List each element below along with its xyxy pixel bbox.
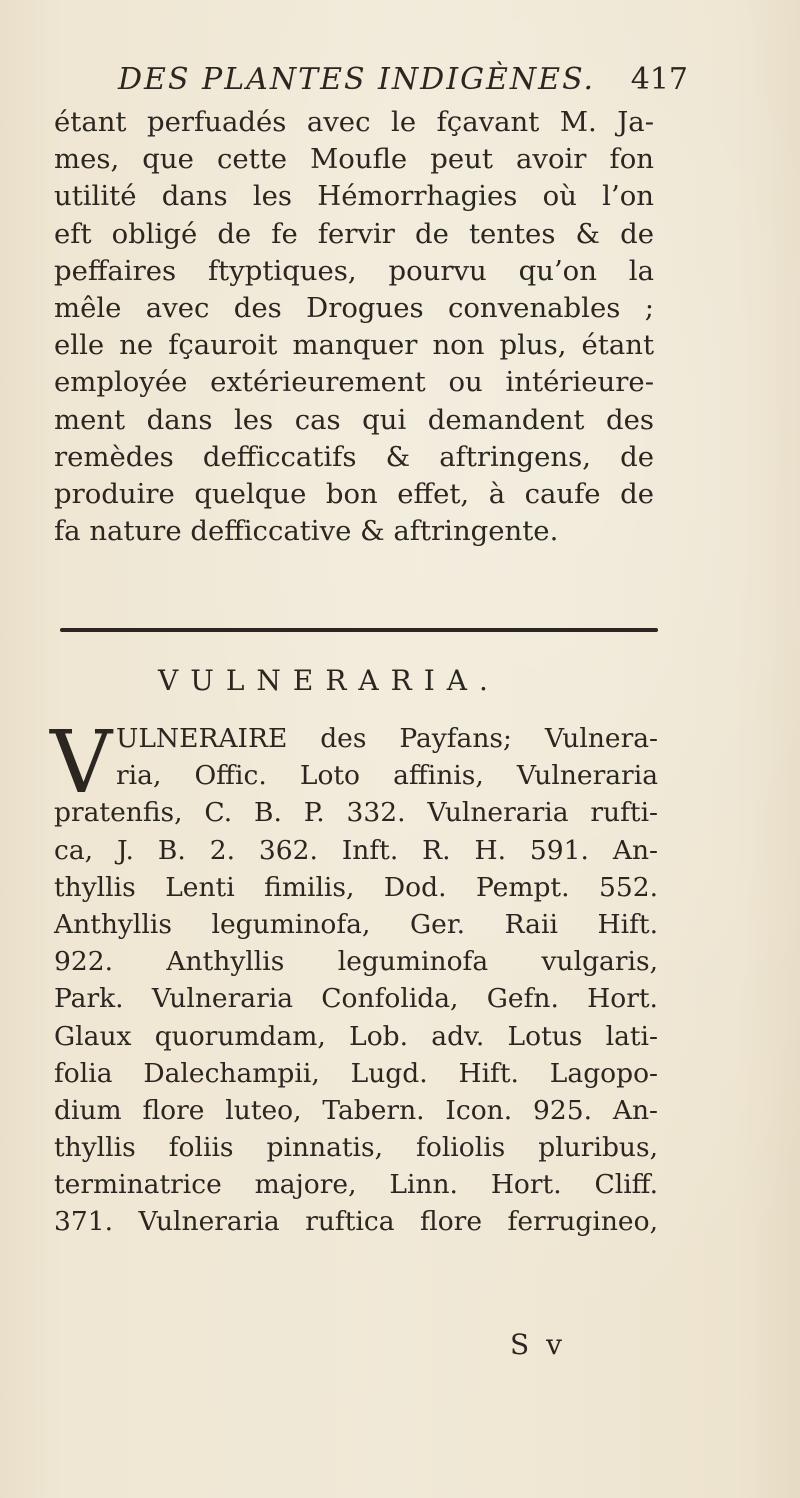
text-line: mes, que cette Moufle peut avoir fon [54,143,654,176]
text-line: 922. Anthyllis leguminofa vulgaris, [54,946,658,978]
text-line: étant perfuadés avec le fçavant M. Ja- [54,106,654,138]
text-line: remèdes defficcatifs & aftringens, de [54,440,654,473]
text-line: folia Dalechampii, Lugd. Hift. Lagopo- [54,1057,658,1089]
text-line: fa nature defficcative & aftringente. [54,515,559,548]
text-line: terminatrice majore, Linn. Hort. Cliff. [54,1169,658,1201]
paragraph-continuation [54,104,654,550]
text-line: employée extérieurement ou intérieure- [54,366,654,399]
text-line: ment dans les cas qui demandent des [54,403,654,436]
section-title: VULNERARIA. [158,664,500,697]
text-line: eft obligé de fe fervir de tentes & de [54,217,654,250]
text-line: mêle avec des Drogues convenables ; [54,291,654,324]
section-divider [60,628,658,632]
text-line: peffaires ftyptiques, pourvu qu’on la [54,254,654,287]
drop-cap: V [50,713,113,813]
text-line: Park. Vulneraria Confolida, Gefn. Hort. [54,983,658,1015]
text-line: produire quelque bon effet, à caufe de [54,477,654,510]
text-line: Anthyllis leguminofa, Ger. Raii Hift. [54,908,658,940]
text-line: thyllis foliis pinnatis, foliolis pluribus, [54,1132,658,1164]
catchword: S v [510,1328,566,1361]
text-line: Glaux quorumdam, Lob. adv. Lotus lati- [54,1020,658,1052]
text-line: elle ne fçauroit manquer non plus, étant [54,329,654,362]
page-number: 417 [630,62,688,97]
synonymy-paragraph [54,720,658,1241]
text-line: ria, Offic. Loto affinis, Vulneraria [116,760,658,792]
header-title: DES PLANTES INDIGÈNES. [118,62,596,97]
text-line: 371. Vulneraria ruftica flore ferrugineo, [54,1206,658,1238]
text-line: utilité dans les Hémorrhagies où l’on [54,180,654,213]
text-line: ULNERAIRE des Payfans; Vulnera- [116,723,658,754]
text-line: ca, J. B. 2. 362. Inft. R. H. 591. An- [54,834,658,866]
text-line: dium flore luteo, Tabern. Icon. 925. An- [54,1094,658,1126]
text-line: thyllis Lenti fimilis, Dod. Pempt. 552. [54,871,658,903]
text-line: pratenfis, C. B. P. 332. Vulneraria rufti- [54,797,658,829]
running-header [118,62,688,102]
